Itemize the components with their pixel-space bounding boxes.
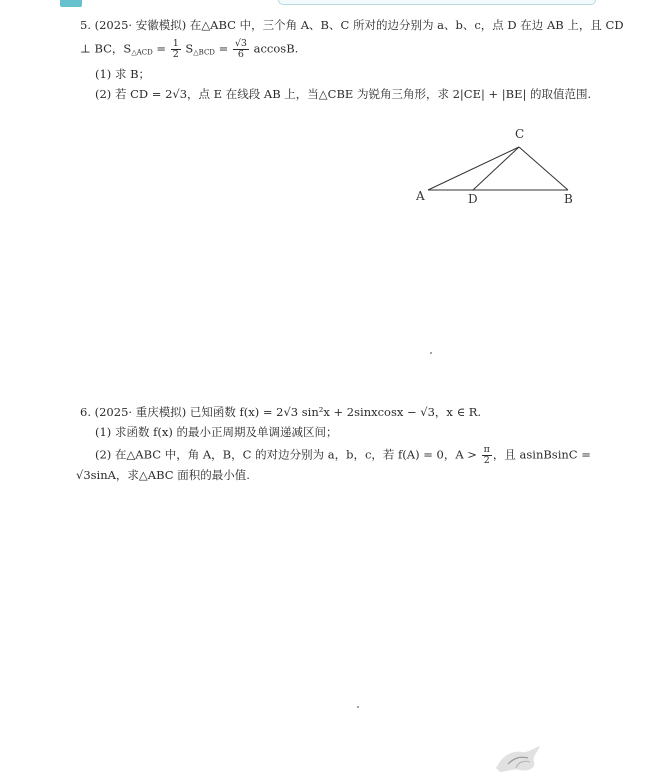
label-vertex-a: A bbox=[416, 189, 425, 203]
equals-sign-2: = bbox=[214, 41, 232, 56]
segment-cb bbox=[519, 147, 568, 190]
problem5-line2-mid: S bbox=[181, 41, 194, 56]
fraction-denominator: 2 bbox=[483, 454, 490, 466]
problem6-part2-suffix: ，且 asinBsinC = bbox=[492, 447, 591, 462]
fraction-numerator: 1 bbox=[172, 38, 179, 49]
fraction-denominator: 6 bbox=[237, 48, 244, 60]
fraction-pi-over-2 bbox=[482, 445, 492, 466]
fraction-numerator: √3 bbox=[234, 38, 247, 49]
fraction-sqrt3-over-6 bbox=[233, 39, 249, 60]
problem6-part2-prefix: (2) 在△ABC 中，角 A，B，C 的对边分别为 a，b，c，若 f(A) = 0，A > bbox=[95, 447, 481, 462]
problem5-part1: (1) 求 B； bbox=[95, 67, 151, 81]
triangle-diagram bbox=[410, 125, 585, 215]
fraction-denominator: 2 bbox=[172, 48, 179, 60]
label-vertex-c: C bbox=[515, 127, 525, 141]
label-vertex-b: B bbox=[564, 192, 573, 206]
segment-ac bbox=[428, 147, 519, 190]
area-subscript-acd: △ACD bbox=[131, 48, 153, 57]
header-bar-decoration bbox=[278, 0, 596, 5]
segment-cd bbox=[473, 147, 519, 190]
problem6-part2-line2: √3sinA，求△ABC 面积的最小值. bbox=[76, 468, 250, 482]
problem5-line2-prefix: ⊥ BC，S bbox=[80, 41, 132, 56]
fraction-numerator: π bbox=[483, 444, 490, 455]
problem5-statement-line2 bbox=[80, 39, 298, 60]
area-subscript-bcd: △BCD bbox=[193, 48, 215, 57]
label-point-d: D bbox=[468, 192, 478, 206]
problem5-statement-line1: 5. (2025· 安徽模拟) 在△ABC 中，三个角 A、B、C 所对的边分别为 a、b、c，点 D 在边 AB 上，且 CD bbox=[80, 18, 624, 32]
problem6-part2-line1 bbox=[95, 445, 591, 466]
equals-sign-1: = bbox=[152, 41, 170, 56]
problem5-part2: (2) 若 CD = 2√3，点 E 在线段 AB 上，当△CBE 为锐角三角形，求 2|CE| + |BE| 的取值范围. bbox=[95, 87, 592, 101]
speck-mark bbox=[430, 352, 432, 354]
problem6-part1: (1) 求函数 f(x) 的最小正周期及单调递减区间； bbox=[95, 425, 338, 439]
problem5-line2-suffix: accosB. bbox=[249, 41, 299, 56]
corner-tab-decoration bbox=[60, 0, 82, 7]
ink-smudge-decoration bbox=[488, 742, 548, 774]
problem6-statement: 6. (2025· 重庆模拟) 已知函数 f(x) = 2√3 sin²x + 2sinxcosx − √3，x ∈ R. bbox=[80, 405, 482, 419]
fraction-one-half bbox=[171, 39, 181, 60]
speck-mark bbox=[357, 706, 359, 708]
